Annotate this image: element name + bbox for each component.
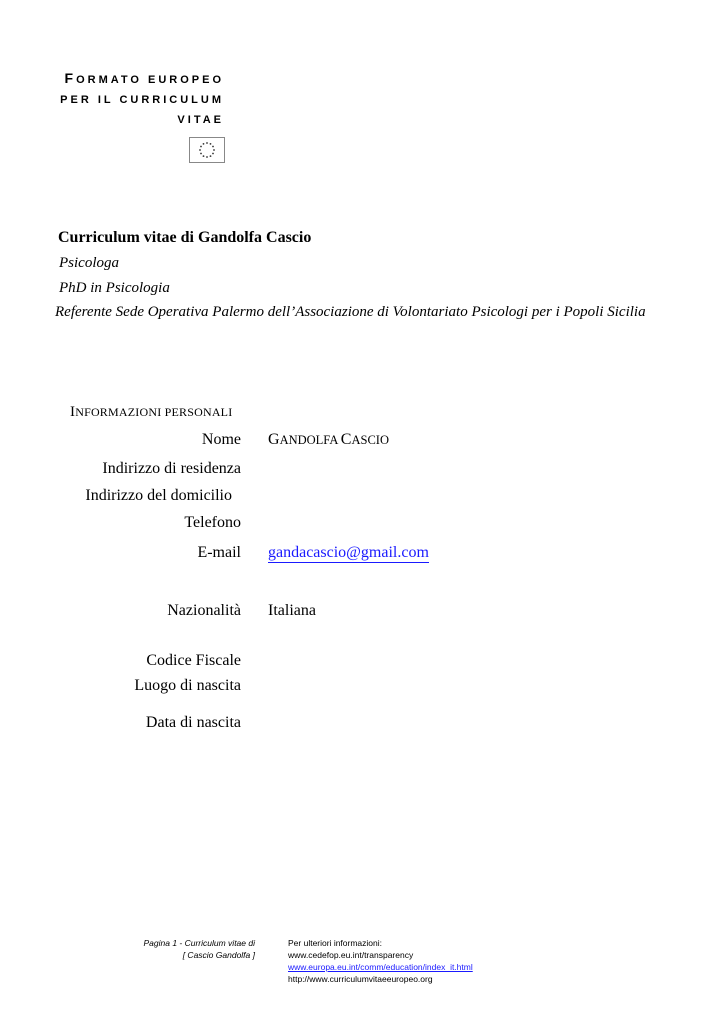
domicile-label: Indirizzo del domicilio [85, 487, 232, 504]
eu-flag-icon [189, 137, 225, 163]
email-link[interactable]: gandacascio@gmail.com [268, 544, 429, 561]
format-header-line2: PER IL CURRICULUM [60, 94, 224, 106]
format-header-line3: VITAE [177, 114, 224, 126]
email-label: E-mail [197, 544, 241, 561]
page-number-line: Pagina 1 - Curriculum vitae di [143, 938, 255, 948]
phone-label: Telefono [184, 514, 241, 531]
tax-code-label: Codice Fiscale [146, 652, 241, 669]
eu-stars-icon [190, 138, 224, 162]
format-header-line1: FORMATO EUROPEO [64, 70, 224, 86]
info-cv-site: http://www.curriculumvitaeeuropeo.org [288, 974, 433, 984]
profession-line: Psicologa [59, 255, 119, 271]
info-heading: Per ulteriori informazioni: [288, 938, 383, 948]
page-owner-line: [ Cascio Gandolfa ] [182, 950, 255, 960]
section-heading-personal: INFORMAZIONI PERSONALI [70, 404, 233, 420]
name-value: GANDOLFA CASCIO [268, 431, 389, 448]
format-header [4, 68, 224, 130]
nationality-label: Nazionalità [167, 602, 241, 619]
nationality-value: Italiana [268, 602, 316, 619]
name-label: Nome [201, 431, 241, 448]
page-footer-right [288, 937, 473, 985]
degree-line: PhD in Psicologia [59, 280, 170, 296]
birthdate-label: Data di nascita [145, 714, 241, 731]
residence-label: Indirizzo di residenza [102, 460, 241, 477]
info-cedefop: www.cedefop.eu.int/transparency [288, 950, 414, 960]
info-europa-link[interactable]: www.europa.eu.int/comm/education/index_it.html [288, 962, 473, 972]
page-footer-left [144, 937, 256, 961]
cv-title: Curriculum vitae di Gandolfa Cascio [58, 229, 312, 246]
birthplace-label: Luogo di nascita [134, 677, 241, 694]
role-line: Referente Sede Operativa Palermo dell’Associazione di Volontariato Psicologi per i Popoli Sicilia [55, 304, 646, 320]
